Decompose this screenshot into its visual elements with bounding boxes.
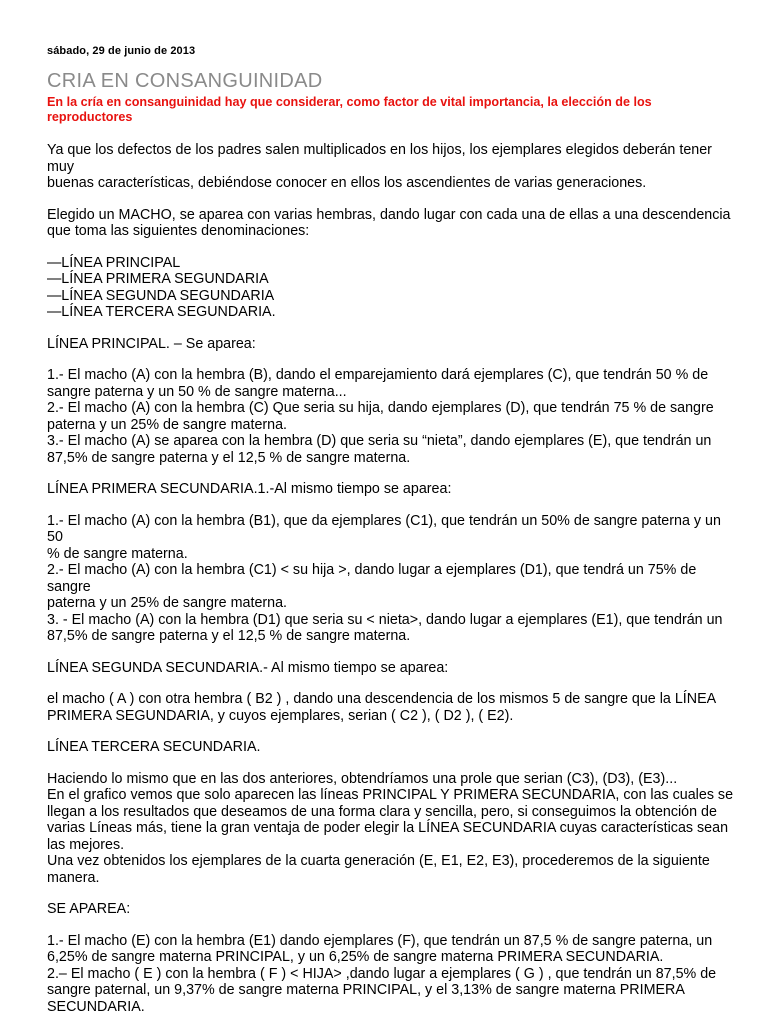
text-line: Elegido un MACHO, se aparea con varias hembras, dando lugar con cada una de ellas a una descendencia [47,206,731,223]
text-line: LÍNEA TERCERA SECUNDARIA. [47,739,261,755]
paragraph [47,771,737,887]
text-line: LÍNEA PRIMERA SECUNDARIA.1.-Al mismo tiempo se aparea: [47,481,452,497]
text-line: 87,5% de sangre paterna y el 12,5 % de sangre materna. [47,628,411,644]
text-line: 3. - El macho (A) con la hembra (D1) que seria su < nieta>, dando lugar a ejemplares (E1), que tendrán un [47,611,723,628]
paragraph [47,739,737,756]
text-line: —LÍNEA TERCERA SEGUNDARIA. [47,304,276,320]
paragraph [47,142,737,192]
paragraph [47,513,737,645]
paragraph [47,691,737,724]
paragraph [47,933,737,1016]
text-line: sangre paternal, un 9,37% de sangre materna PRINCIPAL, y el 3,13% de sangre materna PRIMERA [47,982,685,998]
text-line: LÍNEA SEGUNDA SECUNDARIA.- Al mismo tiempo se aparea: [47,659,449,676]
post-subtitle: En la cría en consanguinidad hay que considerar, como factor de vital importancia, la elección de los reproductores [47,95,652,124]
text-line: Ya que los defectos de los padres salen multiplicados en los hijos, los ejemplares elegidos deberán tener muy [47,142,712,175]
text-line: manera. [47,869,100,886]
text-line: varias Líneas más, tiene la gran ventaja de poder elegir la LÍNEA SECUNDARIA cuyas características sean [47,820,729,836]
paragraph [47,367,737,466]
paragraph [47,481,737,498]
paragraph [47,207,737,240]
text-line: el macho ( A ) con otra hembra ( B2 ) , dando una descendencia de los mismos 5 de sangre que la LÍNEA [47,691,717,707]
text-line: que toma las siguientes denominaciones: [47,223,310,239]
text-line: 2.- El macho (A) con la hembra (C) Que seria su hija, dando ejemplares (D), que tendrán 75 % de sangre [47,400,714,416]
paragraph [47,336,737,353]
post-date: sábado, 29 de junio de 2013 [47,45,196,57]
post-body [47,142,737,1030]
text-line: paterna y un 25% de sangre materna. [47,595,288,611]
text-line: 1.- El macho (A) con la hembra (B1), que da ejemplares (C1), que tendrán un 50% de sangre paterna y un 50 [47,512,721,545]
text-line: LÍNEA PRINCIPAL. – Se aparea: [47,335,256,352]
paragraph [47,660,737,677]
text-line: buenas características, debiéndose conocer en ellos los ascendientes de varias generaciones. [47,175,647,191]
text-line: sangre paterna y un 50 % de sangre materna... [47,383,347,400]
text-line: paterna y un 25% de sangre materna. [47,416,288,433]
text-line: —LÍNEA PRIMERA SEGUNDARIA [47,271,269,287]
text-line: % de sangre materna. [47,545,188,562]
text-line: Haciendo lo mismo que en las dos anteriores, obtendríamos una prole que serian (C3), (D3), (E3)... [47,770,678,787]
text-line: SE APAREA: [47,901,131,917]
text-line: 87,5% de sangre paterna y el 12,5 % de sangre materna. [47,449,411,466]
paragraph [47,901,737,918]
text-line: 1.- El macho (A) con la hembra (B), dando el emparejamiento dará ejemplares (C), que tendrán 50 % de [47,367,709,383]
text-line: —LÍNEA SEGUNDA SEGUNDARIA [47,287,275,304]
text-line: 1.- El macho (E) con la hembra (E1) dando ejemplares (F), que tendrán un 87,5 % de sangre paterna, un [47,932,713,949]
text-line: En el grafico vemos que solo aparecen las líneas PRINCIPAL Y PRIMERA SECUNDARIA, con las cuales se [47,787,734,803]
text-line: PRIMERA SEGUNDARIA, y cuyos ejemplares, serian ( C2 ), ( D2 ), ( E2). [47,707,514,724]
text-line: las mejores. [47,836,125,853]
text-line: llegan a los resultados que deseamos de una forma clara y sencilla, pero, si conseguimos la obtención de [47,803,717,820]
text-line: 2.- El macho (A) con la hembra (C1) < su hija >, dando lugar a ejemplares (D1), que tendrá un 75% de sangre [47,562,697,595]
text-line: —LÍNEA PRINCIPAL [47,254,181,271]
paragraph [47,255,737,321]
text-line: Una vez obtenidos los ejemplares de la cuarta generación (E, E1, E2, E3), procederemos de la siguiente [47,853,710,869]
text-line: SECUNDARIA. [47,998,145,1015]
text-line: 3.- El macho (A) se aparea con la hembra (D) que seria su “nieta”, dando ejemplares (E), que tendrán un [47,433,712,449]
text-line: 2.– El macho ( E ) con la hembra ( F ) < HIJA> ,dando lugar a ejemplares ( G ) , que tendrán un 87,5% de [47,965,717,982]
text-line: 6,25% de sangre materna PRINCIPAL, y un 6,25% de sangre materna PRIMERA SECUNDARIA. [47,949,664,965]
post-title[interactable]: CRIA EN CONSANGUINIDAD [47,70,323,92]
